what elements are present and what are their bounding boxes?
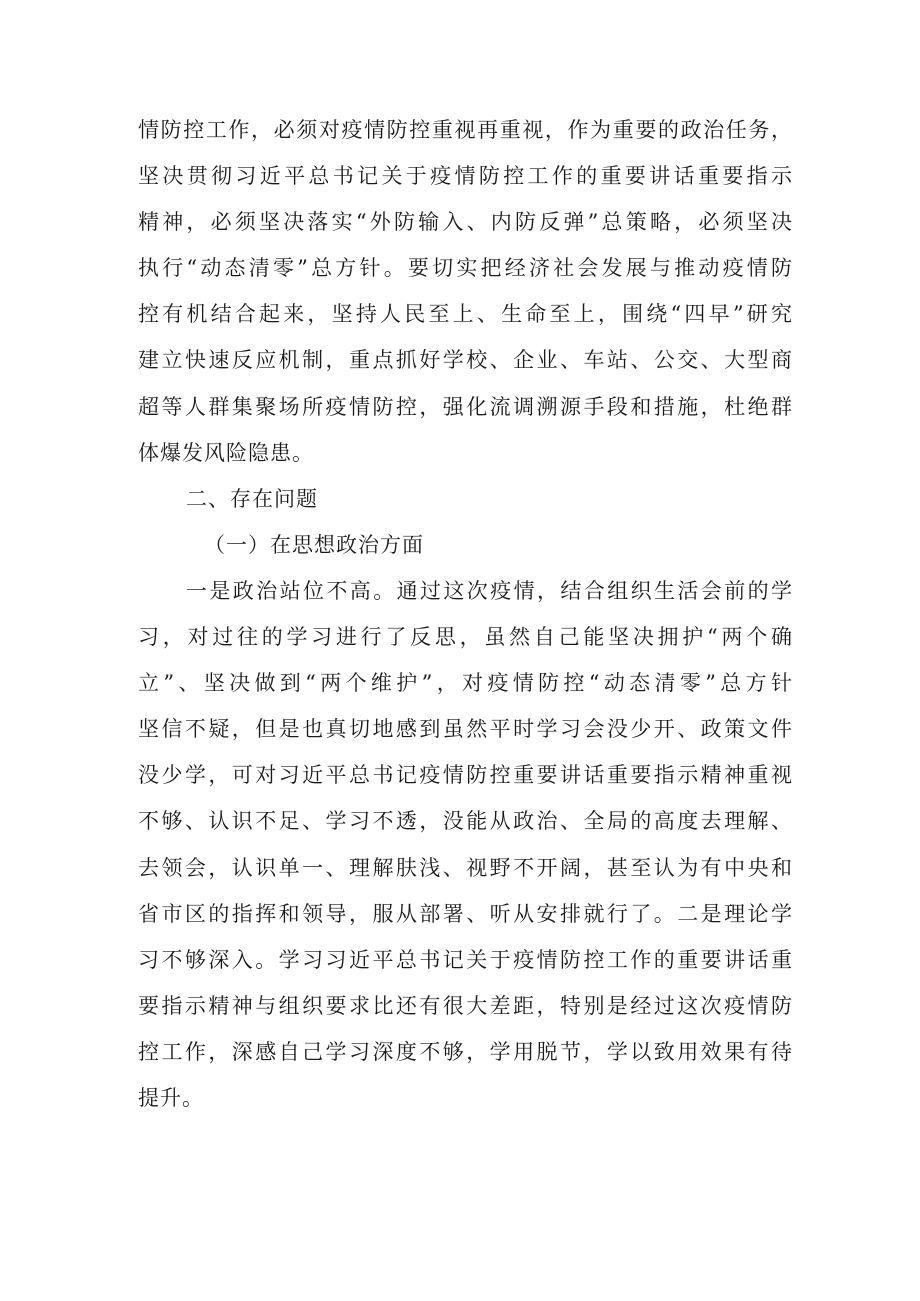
text-line: 执行“动态清零”总方针。要切实把经济社会发展与推动疫情防 [138, 256, 793, 281]
text-line: 立”、坚决做到“两个维护”，对疫情防控“动态清零”总方针 [138, 671, 793, 696]
text-line: 不够、认识不足、学习不透，没能从政治、全局的高度去理解、 [138, 809, 793, 834]
text-line: 要指示精神与组织要求比还有很大差距，特别是经过这次疫情防 [138, 993, 793, 1018]
text-line: 精神，必须坚决落实“外防输入、内防反弹”总策略，必须坚决 [138, 210, 793, 235]
text-line: 情防控工作，必须对疫情防控重视再重视，作为重要的政治任务， [138, 118, 793, 142]
text-line: 坚信不疑，但是也真切地感到虽然平时学习会没少开、政策文件 [138, 717, 793, 742]
text-line: 坚决贯彻习近平总书记关于疫情防控工作的重要讲话重要指示 [138, 164, 793, 189]
text-line: 控工作，深感自己学习深度不够，学用脱节，学以致用效果有待 [138, 1039, 793, 1064]
text-line: 去领会，认识单一、理解肤浅、视野不开阔，甚至认为有中央和 [138, 855, 793, 880]
text-line: 建立快速反应机制，重点抓好学校、企业、车站、公交、大型商 [138, 348, 793, 373]
text-line: 没少学，可对习近平总书记疫情防控重要讲话重要指示精神重视 [138, 763, 793, 788]
text-line: 省市区的指挥和领导，服从部署、听从安排就行了。二是理论学 [138, 901, 793, 926]
text-line: 超等人群集聚场所疫情防控，强化流调溯源手段和措施，杜绝群 [138, 394, 793, 419]
text-line: 体爆发风险隐患。 [138, 440, 314, 465]
text-line: 习，对过往的学习进行了反思，虽然自己能坚决拥护“两个确 [138, 625, 793, 650]
text-line: 控有机结合起来，坚持人民至上、生命至上，围绕“四早”研究 [138, 302, 793, 327]
subsection-heading: （一）在思想政治方面 [204, 532, 424, 557]
text-line: 一是政治站位不高。通过这次疫情，结合组织生活会前的学 [186, 578, 793, 603]
document-body [138, 107, 793, 1121]
text-line: 提升。 [138, 1085, 204, 1110]
section-heading: 二、存在问题 [186, 486, 318, 511]
text-line: 习不够深入。学习习近平总书记关于疫情防控工作的重要讲话重 [138, 947, 793, 972]
